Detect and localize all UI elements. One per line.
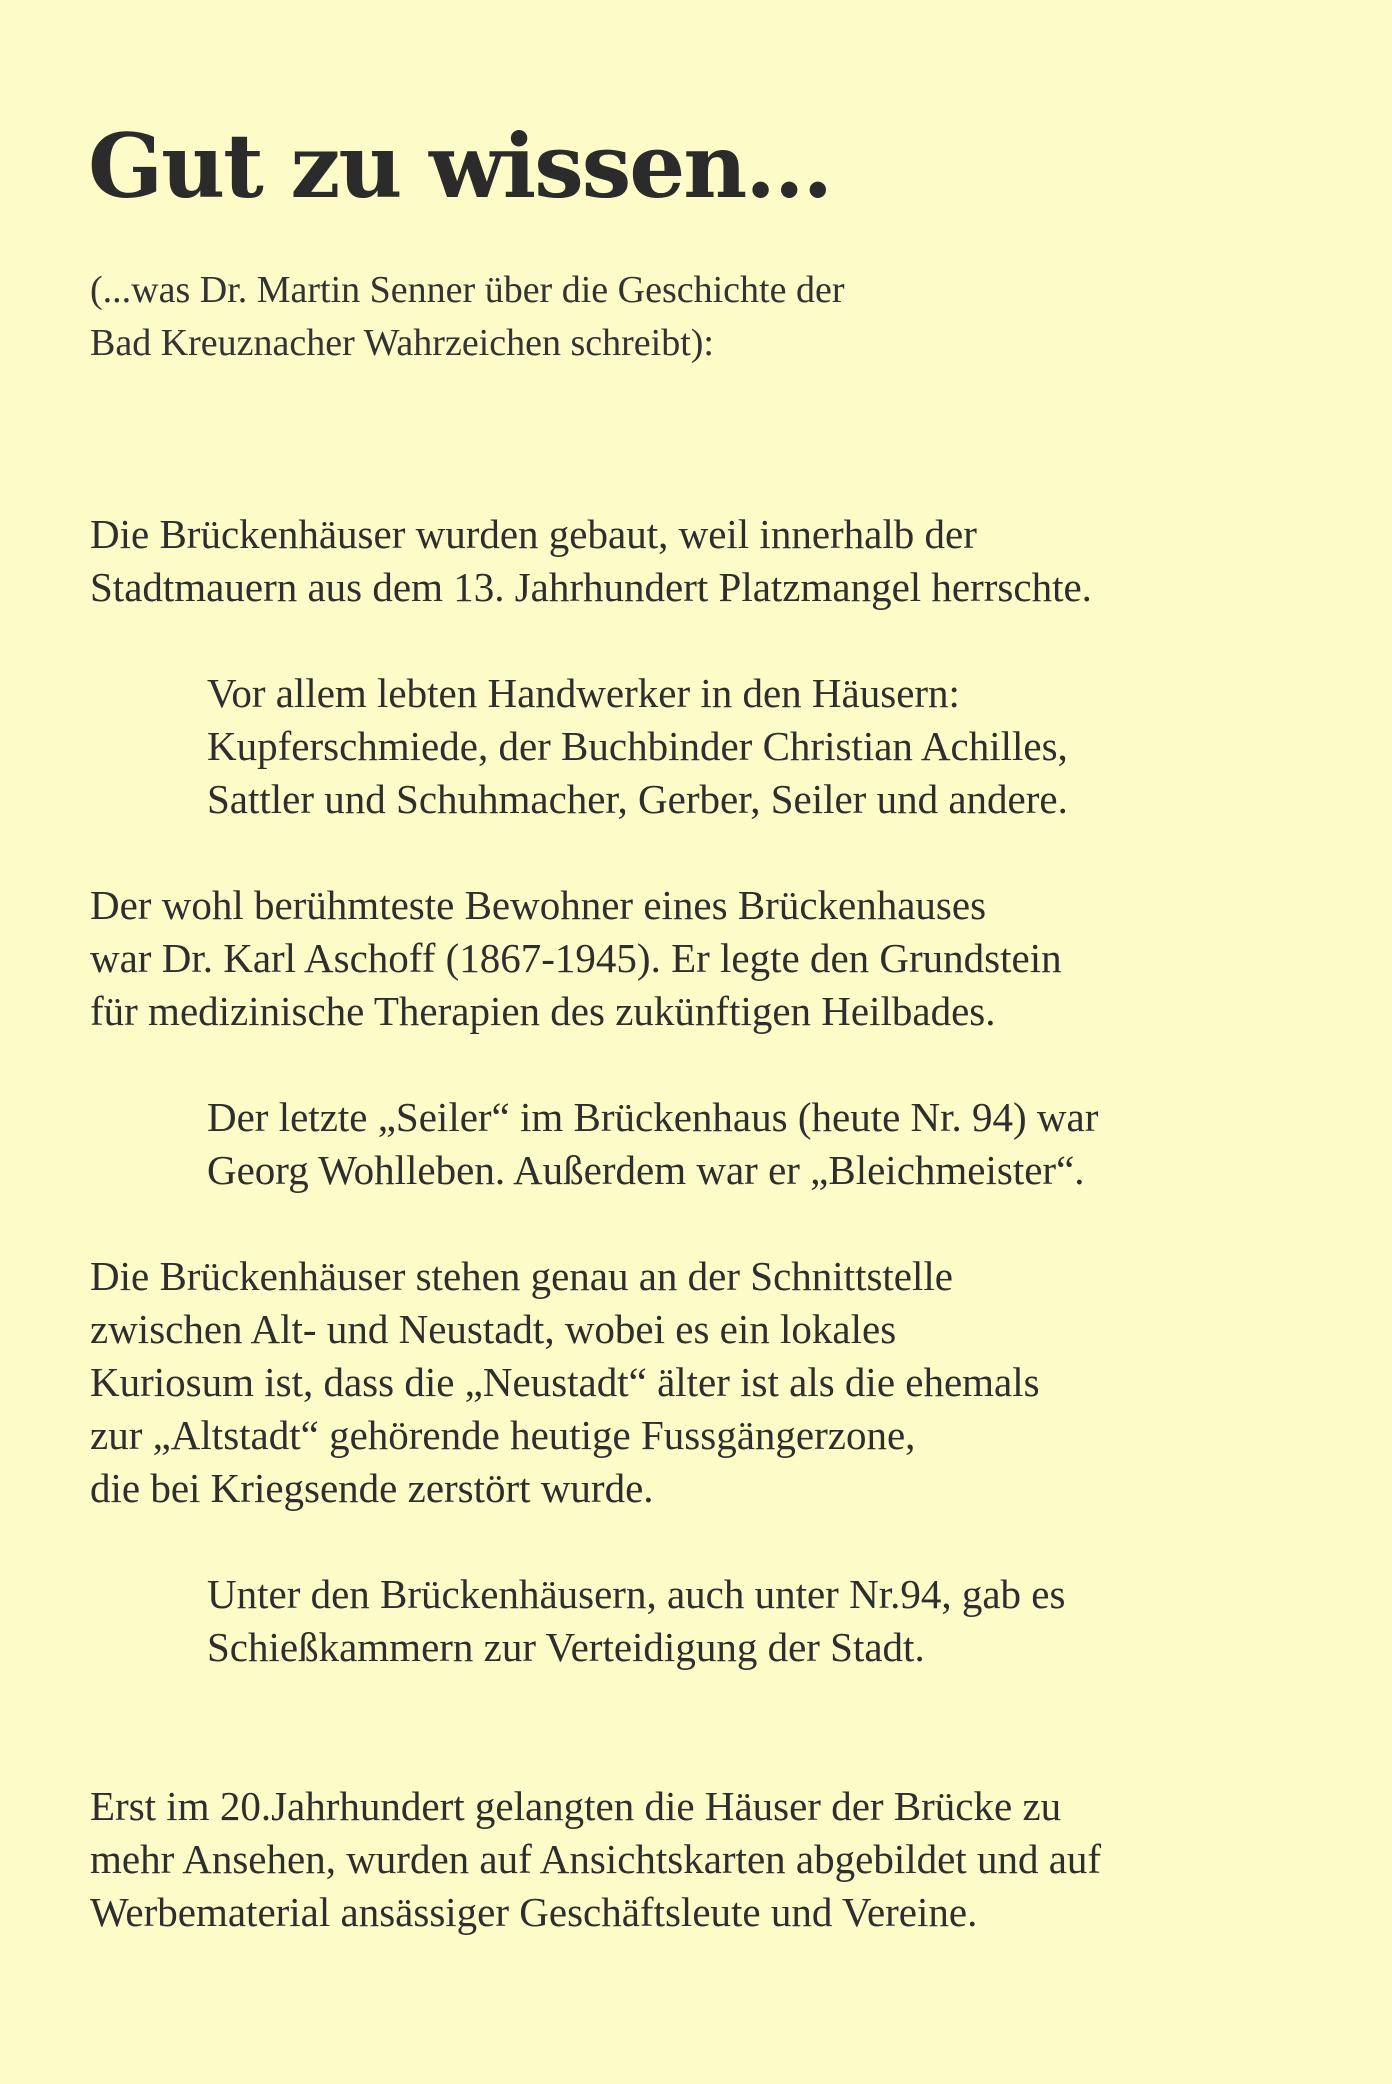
paragraph-last-seiler: Der letzte „Seiler“ im Brückenhaus (heute Nr. 94) war Georg Wohlleben. Außerdem war er „Bleichmeister“. bbox=[207, 1094, 1099, 1193]
paragraph-20th-century: Erst im 20.Jahrhundert gelangten die Häuser der Brücke zu mehr Ansehen, wurden auf Ansichtskarten abgebildet und auf Werbematerial ansässiger Geschäftsleute und Vereine. bbox=[90, 1783, 1102, 1935]
paragraph-craftsmen: Vor allem lebten Handwerker in den Häusern: Kupferschmiede, der Buchbinder Christian Achilles, Sattler und Schuhmacher, Gerber, Seiler und andere. bbox=[207, 670, 1068, 822]
paragraph-loopholes: Unter den Brückenhäusern, auch unter Nr.94, gab es Schießkammern zur Verteidigung der Stadt. bbox=[207, 1571, 1066, 1670]
page-title: Gut zu wissen... bbox=[88, 114, 832, 218]
paragraph-old-new-town: Die Brückenhäuser stehen genau an der Schnittstelle zwischen Alt- und Neustadt, wobei es ein lokales Kuriosum ist, dass die „Neustadt“ älter ist als die ehemals zur „Altstadt“ gehörende heutige Fussgängerzone, die bei Kriegsende zerstört wurde. bbox=[90, 1253, 1040, 1511]
paragraph-famous-resident: Der wohl berühmteste Bewohner eines Brückenhauses war Dr. Karl Aschoff (1867-1945). Er legte den Grundstein für medizinische Therapien des zukünftigen Heilbades. bbox=[90, 882, 1062, 1034]
paragraph-bridge-houses-built: Die Brückenhäuser wurden gebaut, weil innerhalb der Stadtmauern aus dem 13. Jahrhundert Platzmangel herrschte. bbox=[90, 511, 1092, 610]
subtitle: (...was Dr. Martin Senner über die Geschichte der Bad Kreuznacher Wahrzeichen schreibt): bbox=[90, 269, 845, 364]
